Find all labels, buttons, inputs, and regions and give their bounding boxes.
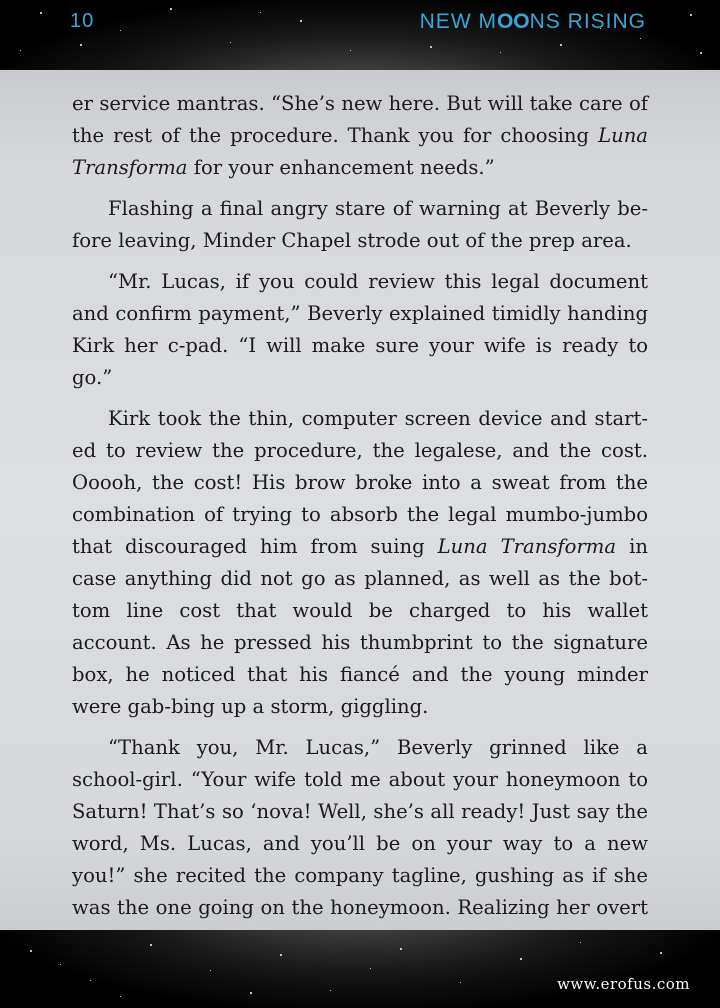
- paragraph: “Thank you, Mr. Lucas,” Beverly grinned like a school-girl. “Your wife told me about your honeymoon to Saturn! That’s so ‘nova! Well, she’s all ready! Just say the word, Ms. Lucas, and you’ll be on your way to a new you!” she recited the company tagline, gushing as if she was the one going on the honeymoon. Realizing her overt: [72, 736, 648, 919]
- paragraph-text: in case anything did not go as planned, as well as the bot-tom line cost that would be charged to his wallet account. As he pressed his thumbprint to the signature box, he noticed that his fiancé and the young minder were gab-bing up a storm, giggling.: [72, 535, 648, 718]
- paragraph: [72, 403, 648, 723]
- paragraph: “Mr. Lucas, if you could review this legal document and confirm payment,” Beverly explained timidly handing Kirk her c-pad. “I will make sure your wife is ready to go.”: [72, 270, 648, 389]
- paragraph: [72, 88, 648, 184]
- paragraph-text: er service mantras. “She’s new here. But will take care of the rest of the procedure. Thank you for choosing: [72, 92, 648, 147]
- company-name: Luna Transforma: [437, 535, 617, 558]
- body-text: [72, 88, 648, 997]
- running-title-oo: OO: [496, 10, 530, 33]
- watermark: www.erofus.com: [557, 975, 690, 993]
- running-title-part: NEW M: [419, 10, 497, 33]
- page-footer: [0, 930, 720, 1008]
- company-name: Luna Transforma: [72, 124, 648, 179]
- running-title: [420, 10, 646, 34]
- page-header: [0, 0, 720, 70]
- page-number: 10: [70, 10, 95, 32]
- running-title-part: NS RISING: [529, 10, 646, 33]
- paragraph-text: Kirk took the thin, computer screen device and start-ed to review the procedure, the legalese, and the cost. Ooooh, the cost! His brow broke into a sweat from the combination of trying to absorb the legal mumbo-jumbo that discouraged him from suing: [72, 407, 648, 558]
- paragraph: Flashing a final angry stare of warning at Beverly be-fore leaving, Minder Chapel strode out of the prep area.: [72, 197, 648, 252]
- page-content: [0, 70, 720, 930]
- paragraph-text: for your enhancement needs.”: [187, 156, 495, 179]
